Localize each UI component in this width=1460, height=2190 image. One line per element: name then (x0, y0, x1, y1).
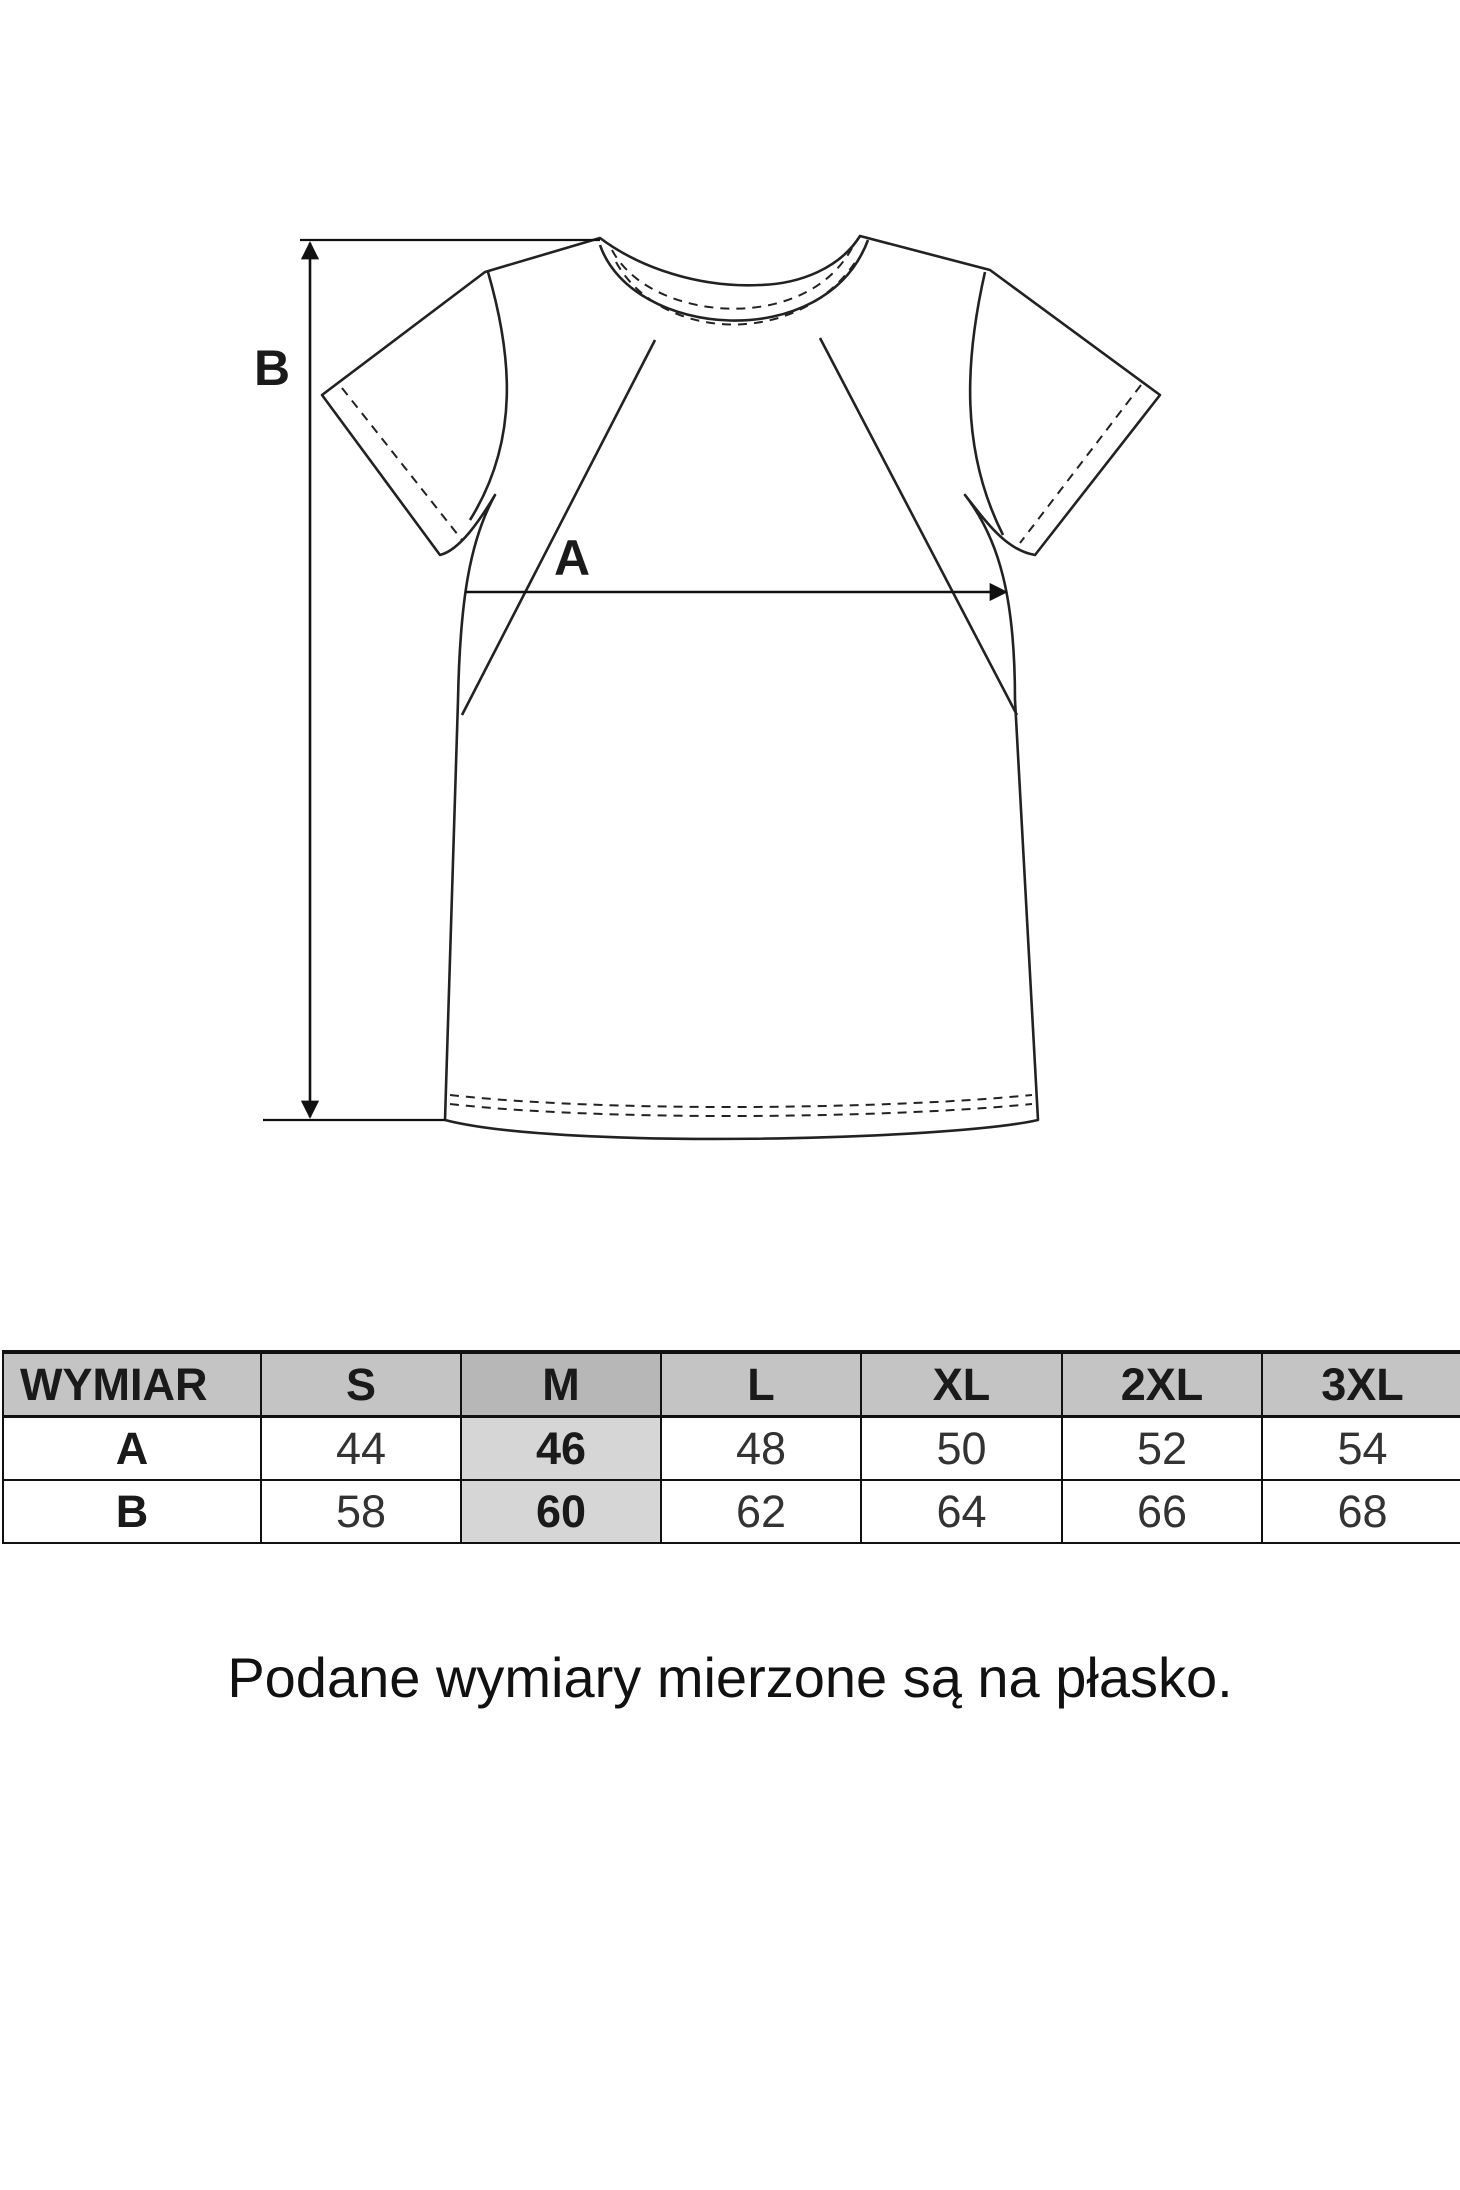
table-row (3, 1417, 1460, 1481)
header-wymiar: WYMIAR (3, 1352, 261, 1417)
table-cell: 46 (461, 1417, 661, 1481)
measurement-b (254, 240, 600, 1120)
label-a: A (553, 530, 591, 586)
table-cell: 52 (1062, 1417, 1262, 1481)
label-b: B (253, 340, 291, 396)
header-size-xl: XL (861, 1352, 1062, 1417)
table-header-row (3, 1352, 1460, 1417)
stitching (342, 248, 1141, 1116)
header-size-3xl: 3XL (1262, 1352, 1460, 1417)
table-cell: 60 (461, 1480, 661, 1543)
table-cell: 68 (1262, 1480, 1460, 1543)
table-cell: 44 (261, 1417, 461, 1481)
table-cell: 66 (1062, 1480, 1262, 1543)
table-cell: 64 (861, 1480, 1062, 1543)
row-label: A (3, 1417, 261, 1481)
table-row (3, 1480, 1460, 1543)
table-cell: 48 (661, 1417, 861, 1481)
table-cell: 50 (861, 1417, 1062, 1481)
tshirt-outline (322, 236, 1160, 1139)
table-cell: 54 (1262, 1417, 1460, 1481)
measurement-note: Podane wymiary mierzone są na płasko. (227, 1646, 1233, 1709)
header-size-2xl: 2XL (1062, 1352, 1262, 1417)
header-size-l: L (661, 1352, 861, 1417)
table-cell: 58 (261, 1480, 461, 1543)
row-label: B (3, 1480, 261, 1543)
header-size-m: M (461, 1352, 661, 1417)
table-cell: 62 (661, 1480, 861, 1543)
header-size-s: S (261, 1352, 461, 1417)
size-table (2, 1350, 1460, 1544)
